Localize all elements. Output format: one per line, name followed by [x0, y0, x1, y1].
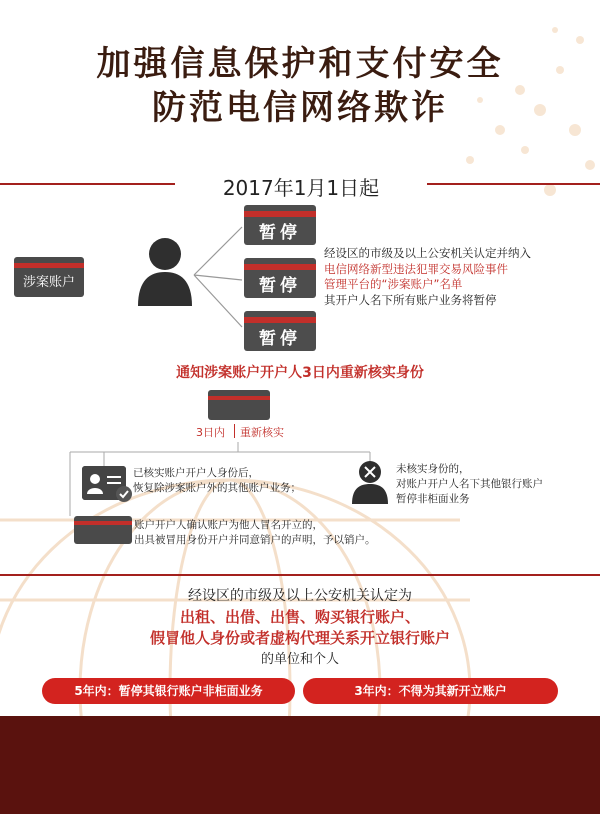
- effective-date: 2017年1月1日起: [222, 176, 380, 200]
- suspension-description: [324, 246, 594, 308]
- outcome-unverified: 未核实身份的， 对账户开户人名下其他银行账户 暂停非柜面业务: [396, 463, 543, 505]
- divider-right: [427, 183, 600, 185]
- suspend-label: 暂停: [259, 329, 301, 349]
- suspend-card-2: [244, 258, 316, 298]
- bank-card-icon: [74, 516, 132, 544]
- desc-line1: 经设区的市级及以上公安机关认定并纳入: [324, 246, 531, 260]
- section-divider: [0, 574, 600, 576]
- check-icon: [116, 486, 132, 502]
- penalty-three-years: 3年内：不得为其新开立账户: [303, 678, 558, 704]
- divider-left: [0, 183, 175, 185]
- suspend-label: 暂停: [259, 276, 301, 296]
- unverified-person-icon: [350, 460, 390, 504]
- desc-line2: 电信网络新型违法犯罪交易风险事件: [324, 261, 508, 276]
- title-block: [0, 42, 600, 130]
- regulation-text: 经设区的市级及以上公安机关认定为 出租、出借、出售、购买银行账户、 假冒他人身份或者虚构代理关系开立银行账户 的单位和个人: [149, 588, 450, 667]
- account-card: [14, 257, 84, 297]
- person-icon: [136, 236, 194, 306]
- account-label: 涉案账户: [22, 275, 75, 290]
- desc-line4: 其开户人名下所有账户业务将暂停: [324, 292, 497, 307]
- step-verify: 重新核实: [240, 426, 284, 439]
- date-row: [0, 172, 600, 200]
- footer-band: [0, 716, 600, 814]
- suspend-card-1: [244, 205, 316, 245]
- notice-heading: 通知涉案账户开户人3日内重新核实身份: [176, 365, 424, 381]
- suspend-label: 暂停: [259, 223, 301, 243]
- penalty-five-years: 5年内：暂停其银行账户非柜面业务: [42, 678, 295, 704]
- desc-line3: 管理平台的“涉案账户”名单: [324, 277, 463, 291]
- page-title-line2: 防范电信网络欺诈: [152, 88, 448, 128]
- outcome-verified: 已核实账户开户人身份后， 恢复除涉案账户外的其他账户业务；: [133, 467, 301, 494]
- branch-connector: [190, 205, 246, 335]
- page-title-line1: 加强信息保护和支付安全: [96, 44, 504, 84]
- step-days: 3日内: [196, 426, 225, 439]
- bank-card-icon: [208, 390, 270, 420]
- outcome-impersonated: 账户开户人确认账户为他人冒名开立的， 出具被冒用身份开户并同意销户的声明，予以销户。: [134, 519, 376, 546]
- suspend-card-3: [244, 311, 316, 351]
